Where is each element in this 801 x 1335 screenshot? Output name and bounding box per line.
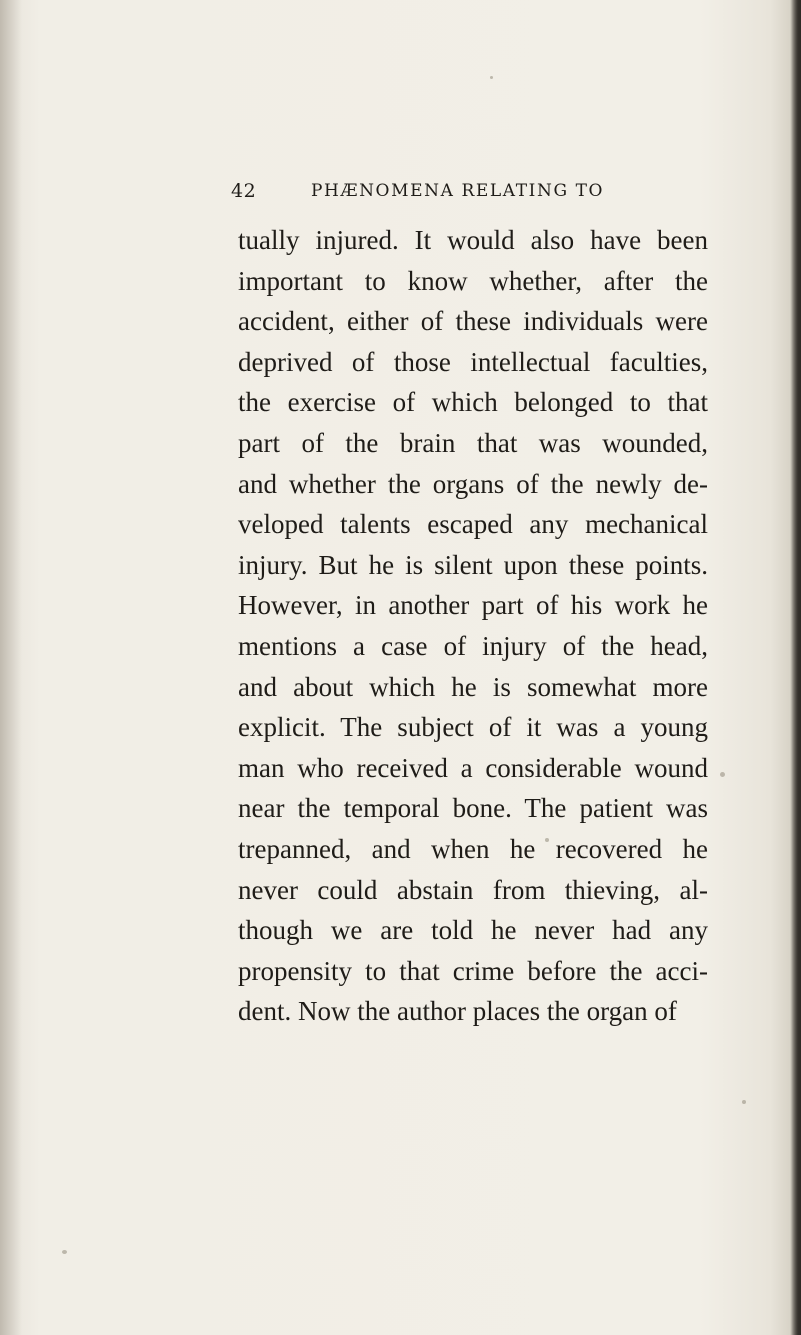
page-header [231,180,751,208]
text-line: dent. Now the author places the organ of [238,996,677,1027]
text-line: part of the brain that was wounded, [238,427,708,458]
text-line: man who received a considerable wound [238,752,708,783]
text-line: veloped talents escaped any mechanical [238,509,708,540]
page-edge [791,0,801,1335]
paper-speck [490,76,493,79]
text-line: injury. But he is silent upon these points. [238,549,708,580]
paper-speck [742,1100,746,1104]
text-line: never could abstain from thieving, al- [238,874,708,905]
paper-speck [720,772,725,777]
text-line: trepanned, and when he recovered he [238,833,708,864]
running-head: PHÆNOMENA RELATING TO [311,181,605,201]
body-text [238,220,708,1032]
gutter-shadow [0,0,22,1335]
paper-speck [62,1250,67,1254]
text-line: near the temporal bone. The patient was [238,793,708,824]
page-number: 42 [231,180,257,202]
text-line: explicit. The subject of it was a young [238,712,708,743]
text-line: important to know whether, after the [238,265,708,296]
text-line: though we are told he never had any [238,915,708,946]
text-line: deprived of those intellectual faculties, [238,346,708,377]
text-line: However, in another part of his work he [238,590,708,621]
text-line: and whether the organs of the newly de- [238,468,708,499]
text-line: the exercise of which belonged to that [238,387,708,418]
text-line: accident, either of these individuals were [238,306,708,337]
text-line: propensity to that crime before the acci- [238,955,708,986]
text-line: tually injured. It would also have been [238,225,708,255]
text-line: and about which he is somewhat more [238,671,708,702]
text-line: mentions a case of injury of the head, [238,630,708,661]
